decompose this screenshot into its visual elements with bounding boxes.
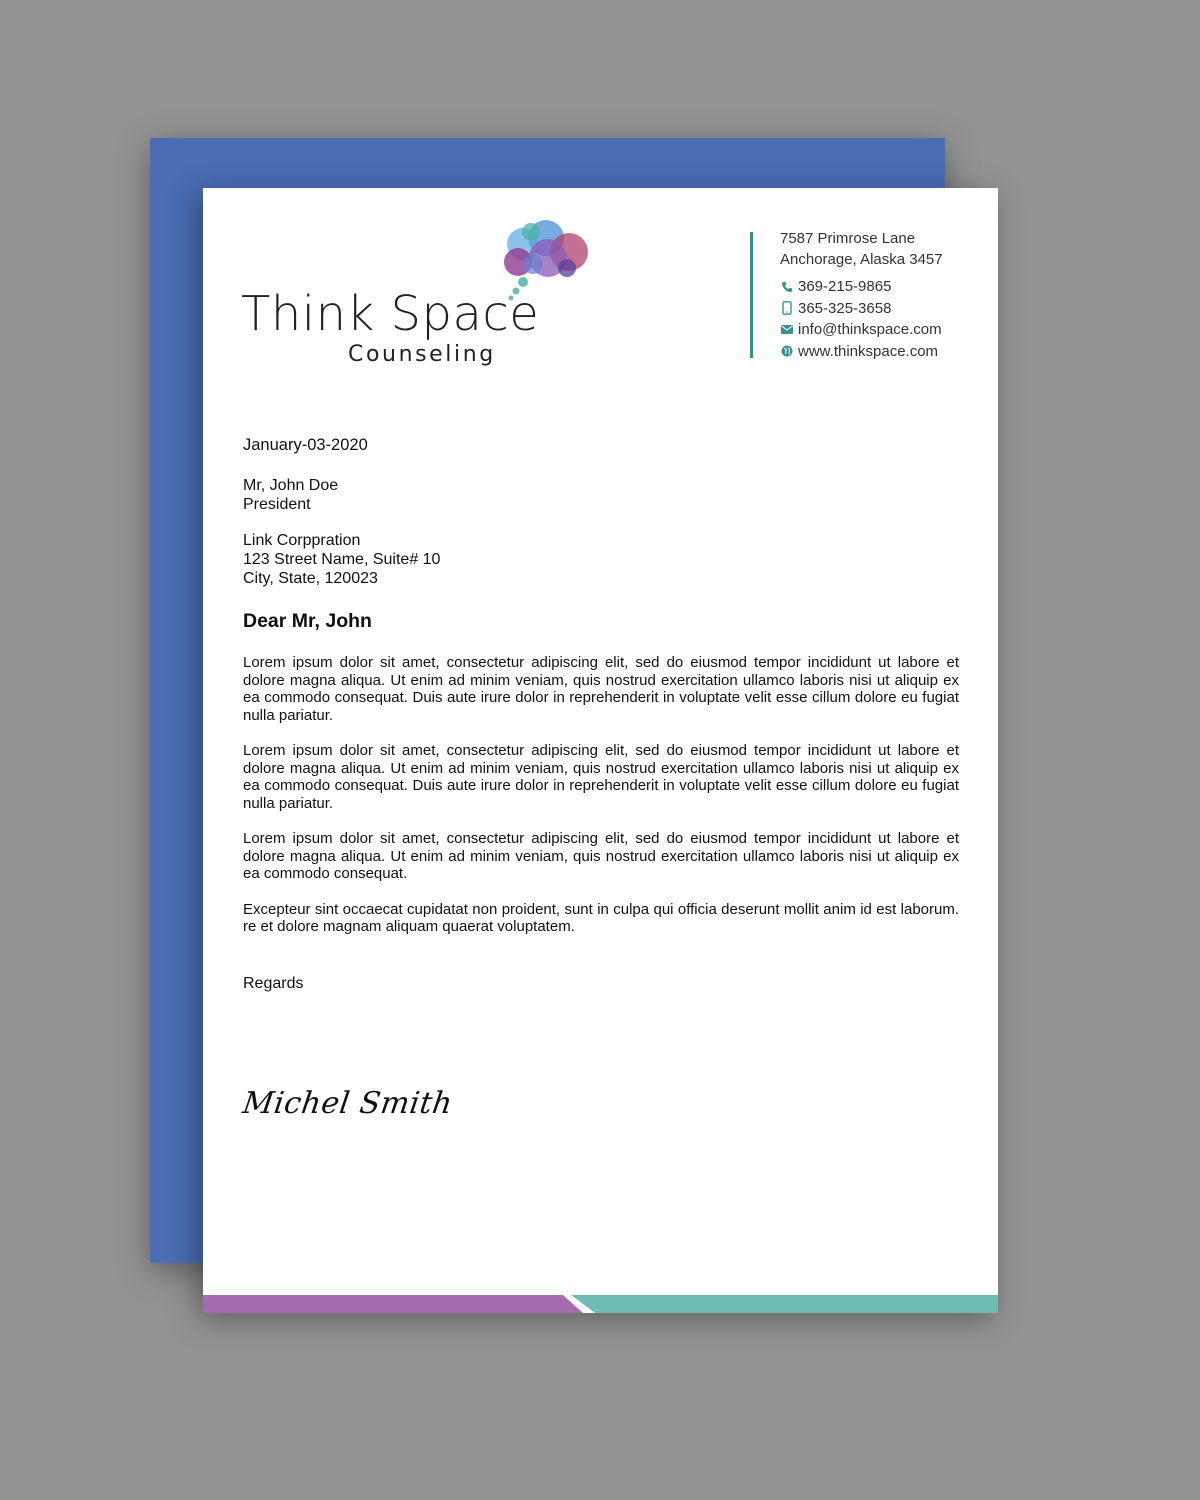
phone-icon	[780, 280, 794, 294]
contact-divider	[750, 232, 753, 358]
email-link[interactable]: info@thinkspace.com	[798, 321, 942, 339]
body-paragraph: Lorem ipsum dolor sit amet, consectetur adipiscing elit, sed do eiusmod tempor incididunt ut labore et dolore magna aliqua. Ut enim ad minim veniam, quis nostrud exercitation ullamco laboris nisi ut aliquip ex ea commodo consequat.	[243, 830, 959, 882]
brand-logo	[241, 216, 601, 376]
phone-text: 369-215-9865	[798, 278, 892, 296]
company-block	[243, 531, 959, 588]
body-paragraph: Excepteur sint occaecat cupidatat non proident, sunt in culpa qui officia deserunt mollit anim id est laborum. re et dolore magnam aliquam quaerat voluptatem.	[243, 900, 959, 935]
website-link[interactable]: www.thinkspace.com	[798, 342, 939, 360]
letter-body	[243, 654, 959, 954]
body-paragraph: Lorem ipsum dolor sit amet, consectetur adipiscing elit, sed do eiusmod tempor incididunt ut labore et dolore magna aliqua. Ut enim ad minim veniam, quis nostrud exercitation ullamco laboris nisi ut aliquip ex ea commodo consequat. Duis aute irure dolor in reprehenderit in voluptate velit esse cillum dolore eu fugiat nulla pariatur.	[243, 654, 959, 724]
contact-mobile	[780, 298, 943, 320]
signature: Michel Smith	[240, 1086, 455, 1121]
brand-name: Think Space	[241, 286, 540, 342]
letterhead-page	[203, 188, 998, 1313]
contact-email	[780, 319, 943, 341]
mail-icon	[780, 323, 794, 337]
mobile-icon	[780, 301, 794, 315]
contact-block	[780, 228, 943, 362]
footer-color-bar	[203, 1291, 998, 1313]
address-line-2: Anchorage, Alaska 3457	[780, 251, 943, 268]
brand-tagline: Counseling	[348, 342, 496, 367]
address-line-1: 7587 Primrose Lane	[780, 230, 916, 247]
recipient-block	[243, 476, 959, 514]
salutation: Dear Mr, John	[243, 610, 372, 632]
contact-website	[780, 341, 943, 363]
company-street: 123 Street Name, Suite# 10	[243, 551, 441, 568]
recipient-name: Mr, John Doe	[243, 477, 339, 494]
recipient-title: President	[243, 496, 311, 513]
closing: Regards	[243, 975, 304, 992]
letter-date: January-03-2020	[243, 436, 368, 454]
mobile-text: 365-325-3658	[798, 299, 892, 317]
globe-icon	[780, 344, 794, 358]
body-paragraph: Lorem ipsum dolor sit amet, consectetur adipiscing elit, sed do eiusmod tempor incididunt ut labore et dolore magna aliqua. Ut enim ad minim veniam, quis nostrud exercitation ullamco laboris nisi ut aliquip ex ea commodo consequat. Duis aute irure dolor in reprehenderit in voluptate velit esse cillum dolore eu fugiat nulla pariatur.	[243, 742, 959, 812]
contact-phone	[780, 276, 943, 298]
company-name: Link Corppration	[243, 532, 361, 549]
company-city: City, State, 120023	[243, 570, 378, 587]
